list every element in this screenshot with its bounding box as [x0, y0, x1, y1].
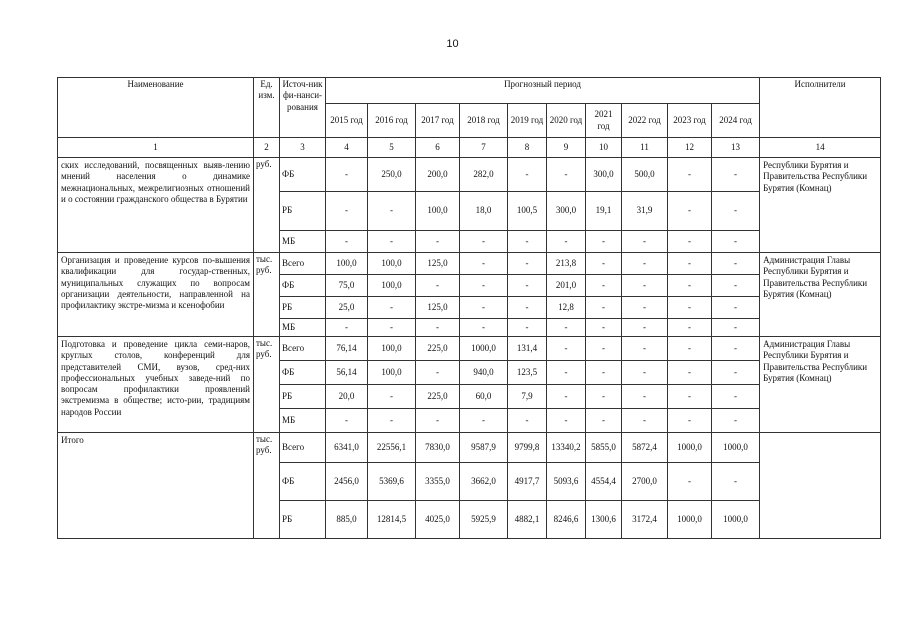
value-cell: -	[368, 192, 416, 231]
funding-source: РБ	[280, 297, 326, 319]
value-cell: -	[416, 319, 460, 337]
value-cell: -	[586, 385, 622, 409]
value-cell: 225,0	[416, 385, 460, 409]
year-header: 2023 год	[668, 104, 712, 138]
value-cell: 22556,1	[368, 433, 416, 463]
value-cell: -	[622, 319, 668, 337]
year-header: 2021 год	[586, 104, 622, 138]
value-cell: 4025,0	[416, 501, 460, 539]
value-cell: -	[668, 385, 712, 409]
value-cell: 7830,0	[416, 433, 460, 463]
value-cell: 56,14	[326, 361, 368, 385]
value-cell: -	[460, 275, 508, 297]
value-cell: 4882,1	[508, 501, 547, 539]
value-cell: -	[586, 337, 622, 361]
column-number: 5	[368, 138, 416, 158]
value-cell: 60,0	[460, 385, 508, 409]
year-header: 2016 год	[368, 104, 416, 138]
funding-source: ФБ	[280, 275, 326, 297]
value-cell: -	[668, 231, 712, 253]
value-cell: -	[547, 361, 586, 385]
year-header: 2017 год	[416, 104, 460, 138]
value-cell: -	[668, 253, 712, 275]
value-cell: 1000,0	[668, 433, 712, 463]
value-cell: -	[586, 253, 622, 275]
value-cell: -	[586, 231, 622, 253]
value-cell: -	[712, 337, 760, 361]
value-cell: -	[586, 319, 622, 337]
executor: Администрация Главы Республики Бурятия и Правительства Республики Бурятия (Комнац)	[760, 337, 881, 433]
table-row	[58, 253, 881, 275]
table-body	[58, 78, 881, 539]
value-cell: 4917,7	[508, 463, 547, 501]
value-cell: 3172,4	[622, 501, 668, 539]
value-cell: -	[622, 361, 668, 385]
value-cell: 5093,6	[547, 463, 586, 501]
value-cell: 12,8	[547, 297, 586, 319]
value-cell: 2700,0	[622, 463, 668, 501]
column-number: 12	[668, 138, 712, 158]
value-cell: 5872,4	[622, 433, 668, 463]
value-cell: 20,0	[326, 385, 368, 409]
column-number: 11	[622, 138, 668, 158]
executor: Администрация Главы Республики Бурятия и Правительства Республики Бурятия (Комнац)	[760, 253, 881, 337]
funding-source: Всего	[280, 253, 326, 275]
value-cell: -	[586, 409, 622, 433]
funding-source: РБ	[280, 385, 326, 409]
value-cell: -	[508, 231, 547, 253]
value-cell: -	[547, 231, 586, 253]
funding-source: РБ	[280, 501, 326, 539]
value-cell: -	[368, 231, 416, 253]
value-cell: -	[586, 361, 622, 385]
value-cell: -	[326, 231, 368, 253]
value-cell: 1000,0	[460, 337, 508, 361]
value-cell: -	[547, 319, 586, 337]
value-cell: -	[668, 297, 712, 319]
column-number: 7	[460, 138, 508, 158]
funding-source: РБ	[280, 192, 326, 231]
value-cell: -	[712, 158, 760, 192]
row-name: ских исследований, посвященных выяв-лению мнений населения о динамике межнациональных, межрелигиозных отношений и о состоянии гражданского общества в Бурятии	[58, 158, 254, 253]
value-cell: 250,0	[368, 158, 416, 192]
value-cell: -	[460, 253, 508, 275]
value-cell: -	[547, 385, 586, 409]
page-number: 10	[446, 38, 459, 50]
value-cell: 18,0	[460, 192, 508, 231]
value-cell: 100,0	[368, 337, 416, 361]
value-cell: -	[712, 385, 760, 409]
value-cell: -	[416, 409, 460, 433]
row-unit: тыс. руб.	[254, 253, 280, 337]
value-cell: 6341,0	[326, 433, 368, 463]
row-name: Подготовка и проведение цикла семи-наров, круглых столов, конференций для представителей СМИ, вузов, сред-них профессиональных учебных заведе-ний по вопросам профилактики проявлений экстремизма в обществе; исто-рии, традициям народов России	[58, 337, 254, 433]
value-cell: 300,0	[586, 158, 622, 192]
column-number: 10	[586, 138, 622, 158]
value-cell: 885,0	[326, 501, 368, 539]
value-cell: -	[460, 319, 508, 337]
header-name: Наименование	[58, 78, 254, 138]
value-cell: 5925,9	[460, 501, 508, 539]
column-number: 1	[58, 138, 254, 158]
value-cell: 31,9	[622, 192, 668, 231]
value-cell: -	[668, 158, 712, 192]
value-cell: 125,0	[416, 253, 460, 275]
table-row	[58, 337, 881, 361]
funding-source: ФБ	[280, 158, 326, 192]
value-cell: 100,0	[368, 275, 416, 297]
value-cell: 12814,5	[368, 501, 416, 539]
funding-source: МБ	[280, 409, 326, 433]
value-cell: 9799,8	[508, 433, 547, 463]
value-cell: -	[547, 409, 586, 433]
value-cell: 1000,0	[668, 501, 712, 539]
column-number: 9	[547, 138, 586, 158]
value-cell: 100,0	[326, 253, 368, 275]
value-cell: -	[460, 231, 508, 253]
value-cell: -	[508, 297, 547, 319]
value-cell: -	[326, 319, 368, 337]
funding-source: ФБ	[280, 463, 326, 501]
value-cell: -	[622, 385, 668, 409]
column-number: 3	[280, 138, 326, 158]
row-name: Итого	[58, 433, 254, 539]
value-cell: 100,0	[368, 361, 416, 385]
value-cell: -	[712, 297, 760, 319]
value-cell: -	[326, 158, 368, 192]
value-cell: -	[712, 253, 760, 275]
value-cell: -	[712, 275, 760, 297]
value-cell: -	[668, 361, 712, 385]
value-cell: -	[508, 319, 547, 337]
value-cell: 201,0	[547, 275, 586, 297]
header-executors: Исполнители	[760, 78, 881, 138]
table-row	[58, 433, 881, 463]
value-cell: -	[712, 231, 760, 253]
funding-source: МБ	[280, 319, 326, 337]
header-unit: Ед. изм.	[254, 78, 280, 138]
value-cell: 2456,0	[326, 463, 368, 501]
year-header: 2015 год	[326, 104, 368, 138]
column-number: 6	[416, 138, 460, 158]
value-cell: 5855,0	[586, 433, 622, 463]
executor	[760, 433, 881, 539]
value-cell: -	[668, 463, 712, 501]
value-cell: 19,1	[586, 192, 622, 231]
value-cell: 1000,0	[712, 501, 760, 539]
table-row	[58, 158, 881, 192]
value-cell: -	[586, 275, 622, 297]
value-cell: -	[668, 337, 712, 361]
value-cell: 3662,0	[460, 463, 508, 501]
header-period: Прогнозный период	[326, 78, 760, 104]
column-number: 4	[326, 138, 368, 158]
value-cell: -	[668, 409, 712, 433]
value-cell: -	[368, 385, 416, 409]
column-number: 13	[712, 138, 760, 158]
value-cell: 4554,4	[586, 463, 622, 501]
row-name: Организация и проведение курсов по-вышения квалификации для государ-ственных, муниципальных служащих по вопросам организации деятельности, направленной на профилактику экстре-мизма и ксенофобии	[58, 253, 254, 337]
budget-table	[57, 77, 881, 539]
value-cell: 300,0	[547, 192, 586, 231]
value-cell: -	[508, 275, 547, 297]
value-cell: -	[416, 361, 460, 385]
value-cell: -	[368, 297, 416, 319]
value-cell: -	[622, 297, 668, 319]
value-cell: -	[368, 319, 416, 337]
value-cell: 76,14	[326, 337, 368, 361]
value-cell: 3355,0	[416, 463, 460, 501]
value-cell: -	[712, 192, 760, 231]
value-cell: -	[326, 192, 368, 231]
column-number: 14	[760, 138, 881, 158]
value-cell: -	[712, 361, 760, 385]
value-cell: -	[622, 231, 668, 253]
value-cell: -	[508, 158, 547, 192]
value-cell: 1000,0	[712, 433, 760, 463]
year-header: 2019 год	[508, 104, 547, 138]
value-cell: 75,0	[326, 275, 368, 297]
value-cell: -	[712, 463, 760, 501]
value-cell: -	[508, 253, 547, 275]
value-cell: -	[416, 231, 460, 253]
value-cell: 282,0	[460, 158, 508, 192]
value-cell: 123,5	[508, 361, 547, 385]
value-cell: 7,9	[508, 385, 547, 409]
column-number: 8	[508, 138, 547, 158]
value-cell: 9587,9	[460, 433, 508, 463]
column-number: 2	[254, 138, 280, 158]
value-cell: -	[668, 275, 712, 297]
value-cell: -	[668, 192, 712, 231]
value-cell: 213,8	[547, 253, 586, 275]
value-cell: 13340,2	[547, 433, 586, 463]
value-cell: -	[547, 337, 586, 361]
row-unit: тыс. руб.	[254, 337, 280, 433]
value-cell: 940,0	[460, 361, 508, 385]
value-cell: -	[712, 409, 760, 433]
row-unit: тыс. руб.	[254, 433, 280, 539]
year-header: 2018 год	[460, 104, 508, 138]
value-cell: -	[712, 319, 760, 337]
funding-source: ФБ	[280, 361, 326, 385]
value-cell: 200,0	[416, 158, 460, 192]
value-cell: 225,0	[416, 337, 460, 361]
value-cell: 8246,6	[547, 501, 586, 539]
value-cell: -	[622, 337, 668, 361]
value-cell: -	[622, 409, 668, 433]
funding-source: МБ	[280, 231, 326, 253]
header-source: Источ-ник фи-нанси-рования	[280, 78, 326, 138]
value-cell: 100,5	[508, 192, 547, 231]
value-cell: -	[508, 409, 547, 433]
value-cell: 100,0	[416, 192, 460, 231]
value-cell: 125,0	[416, 297, 460, 319]
value-cell: 100,0	[368, 253, 416, 275]
value-cell: 500,0	[622, 158, 668, 192]
value-cell: -	[326, 409, 368, 433]
value-cell: -	[668, 319, 712, 337]
value-cell: -	[416, 275, 460, 297]
year-header: 2024 год	[712, 104, 760, 138]
value-cell: 25,0	[326, 297, 368, 319]
row-unit: руб.	[254, 158, 280, 253]
value-cell: 1300,6	[586, 501, 622, 539]
value-cell: 5369,6	[368, 463, 416, 501]
value-cell: -	[547, 158, 586, 192]
value-cell: -	[368, 409, 416, 433]
executor: Республики Бурятия и Правительства Республики Бурятия (Комнац)	[760, 158, 881, 253]
value-cell: -	[622, 275, 668, 297]
year-header: 2020 год	[547, 104, 586, 138]
value-cell: -	[460, 297, 508, 319]
value-cell: -	[460, 409, 508, 433]
funding-source: Всего	[280, 433, 326, 463]
value-cell: 131,4	[508, 337, 547, 361]
value-cell: -	[586, 297, 622, 319]
year-header: 2022 год	[622, 104, 668, 138]
value-cell: -	[622, 253, 668, 275]
funding-source: Всего	[280, 337, 326, 361]
